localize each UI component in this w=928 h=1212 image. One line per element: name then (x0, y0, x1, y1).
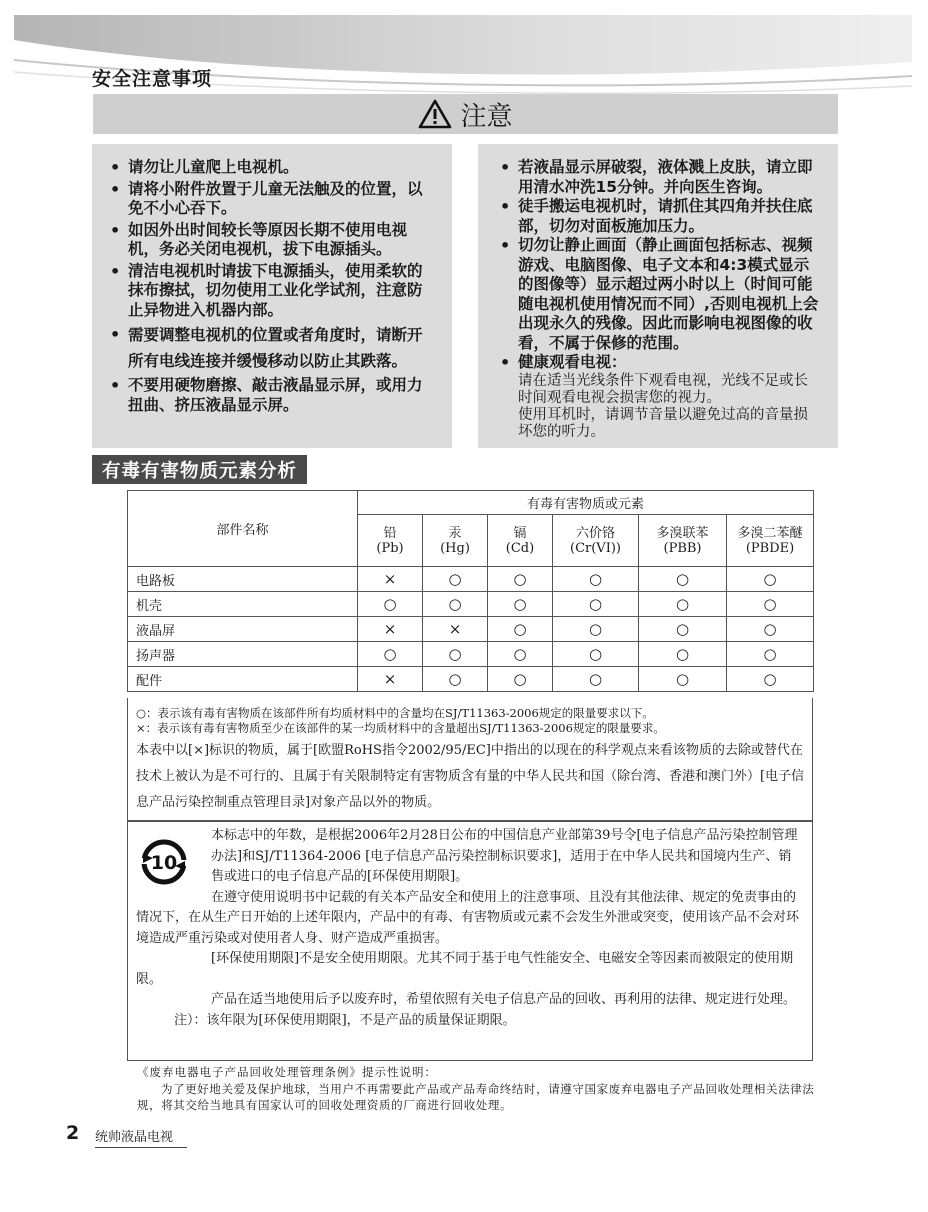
part-name-cell: 电路板 (128, 567, 358, 592)
substance-mark-cell: ○ (727, 592, 814, 617)
recycle-title: 《废弃电器电子产品回收处理管理条例》提示性说明： (137, 1065, 437, 1079)
table-row (128, 567, 814, 592)
substance-column-header (423, 515, 488, 567)
health-line-1: 请在适当光线条件下观看电视，光线不足或长时间观看电视会损害您的视力。 (518, 372, 808, 406)
bullet-item: • 清洁电视机时请拔下电源插头，使用柔软的抹布擦拭，切勿使用工业化学试剂，注意防止异物进入机器内部。 (108, 262, 436, 321)
bullet-item: • 需要调整电视机的位置或者角度时，请断开所有电线连接并缓慢移动以防止其跌落。 (108, 322, 436, 374)
substance-symbol: (Hg) (440, 540, 470, 556)
bullet-item: • 切勿让静止画面（静止画面包括标志、视频游戏、电脑图像、电子文本和4:3模式显示的图像等）显示超过两小时以上（时间可能随电视机使用情况而不同）,否则电视机上会出现永久的残像。因此而影响电视图像的收看，不属于保修的范围。 (498, 236, 822, 353)
recycle-text: 为了更好地关爱及保护地球，当用户不再需要此产品或产品寿命终结时，请遵守国家废弃电器电子产品回收处理相关法律法规，将其交给当地具有国家认可的回收处理资质的厂商进行回收处理。 (137, 1082, 815, 1112)
substance-mark-cell: ○ (358, 642, 423, 667)
note-cross: ×：表示该有毒有害物质至少在该部件的某一均质材料中的含量超出SJ/T11363-2006规定的限量要求。 (136, 721, 665, 735)
substance-mark-cell: ○ (639, 567, 727, 592)
substance-column-header (553, 515, 639, 567)
recycle-body (137, 1081, 827, 1113)
substance-mark-cell: ○ (639, 667, 727, 692)
substance-mark-cell: ○ (488, 592, 553, 617)
substance-mark-cell: × (358, 667, 423, 692)
substance-mark-cell: ○ (488, 667, 553, 692)
substance-mark-cell: ○ (639, 592, 727, 617)
warning-triangle-icon (418, 99, 452, 129)
label-paragraph-3: [环保使用期限]不是安全使用期限。尤其不同于基于电气性能安全、电磁安全等因素而被限定的使用期限。 (136, 951, 794, 987)
substance-column-header (358, 515, 423, 567)
section-title: 安全注意事项 (92, 68, 213, 90)
substance-mark-cell: × (358, 617, 423, 642)
substance-group-header: 有毒有害物质或元素 (358, 491, 814, 515)
substance-mark-cell: ○ (553, 567, 639, 592)
substance-name: 六价铬 (575, 525, 615, 541)
substance-mark-cell: ○ (727, 617, 814, 642)
bullet-item-health (498, 353, 822, 441)
part-name-header: 部件名称 (128, 491, 358, 567)
substance-mark-cell: ○ (553, 667, 639, 692)
substance-column-header (639, 515, 727, 567)
substance-mark-cell: ○ (553, 642, 639, 667)
bullet-item: • 不要用硬物磨擦、敲击液晶显示屏，或用力扭曲、挤压液晶显示屏。 (108, 376, 436, 415)
caution-banner (93, 94, 838, 134)
health-line-2: 使用耳机时，请调节音量以避免过高的音量损坏您的听力。 (518, 406, 808, 440)
table-row (128, 592, 814, 617)
substance-mark-cell: ○ (488, 617, 553, 642)
substance-mark-cell: ○ (423, 567, 488, 592)
substance-mark-cell: ○ (423, 592, 488, 617)
substance-mark-cell: ○ (553, 592, 639, 617)
substance-mark-cell: ○ (488, 567, 553, 592)
table-row (128, 642, 814, 667)
label-paragraph-4: 产品在适当地使用后予以废弃时，希望依照有关电子信息产品的回收、再利用的法律、规定进行处理。 (211, 992, 797, 1007)
substance-mark-cell: ○ (553, 617, 639, 642)
toxic-section-title: 有毒有害物质元素分析 (92, 455, 307, 484)
env-label-box (127, 821, 813, 1061)
label-paragraph-5: 注）：该年限为[环保使用期限]，不是产品的质量保证期限。 (174, 1012, 516, 1028)
substance-mark-cell: ○ (423, 667, 488, 692)
substance-column-header (727, 515, 814, 567)
substance-symbol: (Pb) (376, 540, 404, 556)
substance-mark-cell: ○ (358, 592, 423, 617)
substance-name: 镉 (513, 525, 527, 541)
substance-mark-cell: ○ (639, 642, 727, 667)
part-name-cell: 扬声器 (128, 642, 358, 667)
caution-title: 注意 (460, 101, 513, 132)
table-notes (127, 698, 813, 821)
substance-symbol: (Cd) (505, 540, 535, 556)
substance-name: 汞 (448, 525, 462, 541)
bullet-item: • 如因外出时间较长等原因长期不使用电视机，务必关闭电视机，拔下电源插头。 (108, 221, 436, 260)
toxic-substance-table (127, 490, 814, 692)
label-paragraph-1: 本标志中的年数，是根据2006年2月28日公布的中国信息产业部第39号令[电子信息产品污染控制管理办法]和SJ/T11364-2006 [电子信息产品污染控制标识要求]，适用于在中华人民共和国境内生产、销售或进口的电子信息产品的[环保使用期限]。 (211, 828, 798, 884)
table-row (128, 667, 814, 692)
part-name-cell: 液晶屏 (128, 617, 358, 642)
label-paragraph-2: 在遵守使用说明书中记载的有关本产品安全和使用上的注意事项、且没有其他法律、规定的免责事由的情况下，在从生产日开始的上述年限内，产品中的有毒、有害物质或元素不会发生外泄或突变，使用该产品不会对环境造成严重污染或对使用者人身、财产造成严重损害。 (136, 889, 800, 946)
substance-name: 多溴联苯 (656, 525, 709, 541)
substance-symbol: (Cr(VI)) (570, 540, 621, 556)
bullet-item: • 若液晶显示屏破裂，液体溅上皮肤，请立即用清水冲洗15分钟。并向医生咨询。 (498, 158, 822, 197)
bullet-item: • 徒手搬运电视机时，请抓住其四角并扶住底部，切勿对面板施加压力。 (498, 197, 822, 236)
bullet-item: • 请将小附件放置于儿童无法触及的位置，以免不小心吞下。 (108, 180, 436, 219)
part-name-cell: 机壳 (128, 592, 358, 617)
substance-mark-cell: × (358, 567, 423, 592)
caution-box-right (478, 144, 838, 448)
substance-mark-cell: × (423, 617, 488, 642)
substance-column-header (488, 515, 553, 567)
note-explain: 本表中以[×]标识的物质，属于[欧盟RoHS指令2002/95/EC]中指出的以现在的科学观点来看该物质的去除或替代在技术上被认为是不可行的、且属于有关限制特定有害物质含有量的中华人民共和国（除台湾、香港和澳门外）[电子信息产品污染控制重点管理目录]对象产品以外的物质。 (136, 743, 805, 810)
env-logo-number: 10 (150, 852, 178, 874)
substance-mark-cell: ○ (488, 642, 553, 667)
health-title: 健康观看电视： (518, 353, 627, 371)
env-period-logo-icon (138, 836, 190, 888)
substance-symbol: (PBDE) (745, 540, 795, 556)
part-name-cell: 配件 (128, 667, 358, 692)
substance-mark-cell: ○ (727, 642, 814, 667)
bullet-item: • 请勿让儿童爬上电视机。 (108, 158, 436, 178)
substance-symbol: (PBB) (663, 540, 702, 556)
note-circle: ○：表示该有毒有害物质在该部件所有均质材料中的含量均在SJ/T11363-2006规定的限量要求以下。 (136, 706, 654, 720)
table-row (128, 617, 814, 642)
caution-box-left (92, 144, 452, 448)
substance-name: 铅 (383, 525, 397, 541)
substance-mark-cell: ○ (639, 617, 727, 642)
footer-title: 统帅液晶电视 (95, 1126, 187, 1148)
substance-name: 多溴二苯醚 (737, 525, 803, 541)
page-number: 2 (66, 1122, 80, 1144)
substance-mark-cell: ○ (423, 642, 488, 667)
substance-mark-cell: ○ (727, 567, 814, 592)
substance-mark-cell: ○ (727, 667, 814, 692)
